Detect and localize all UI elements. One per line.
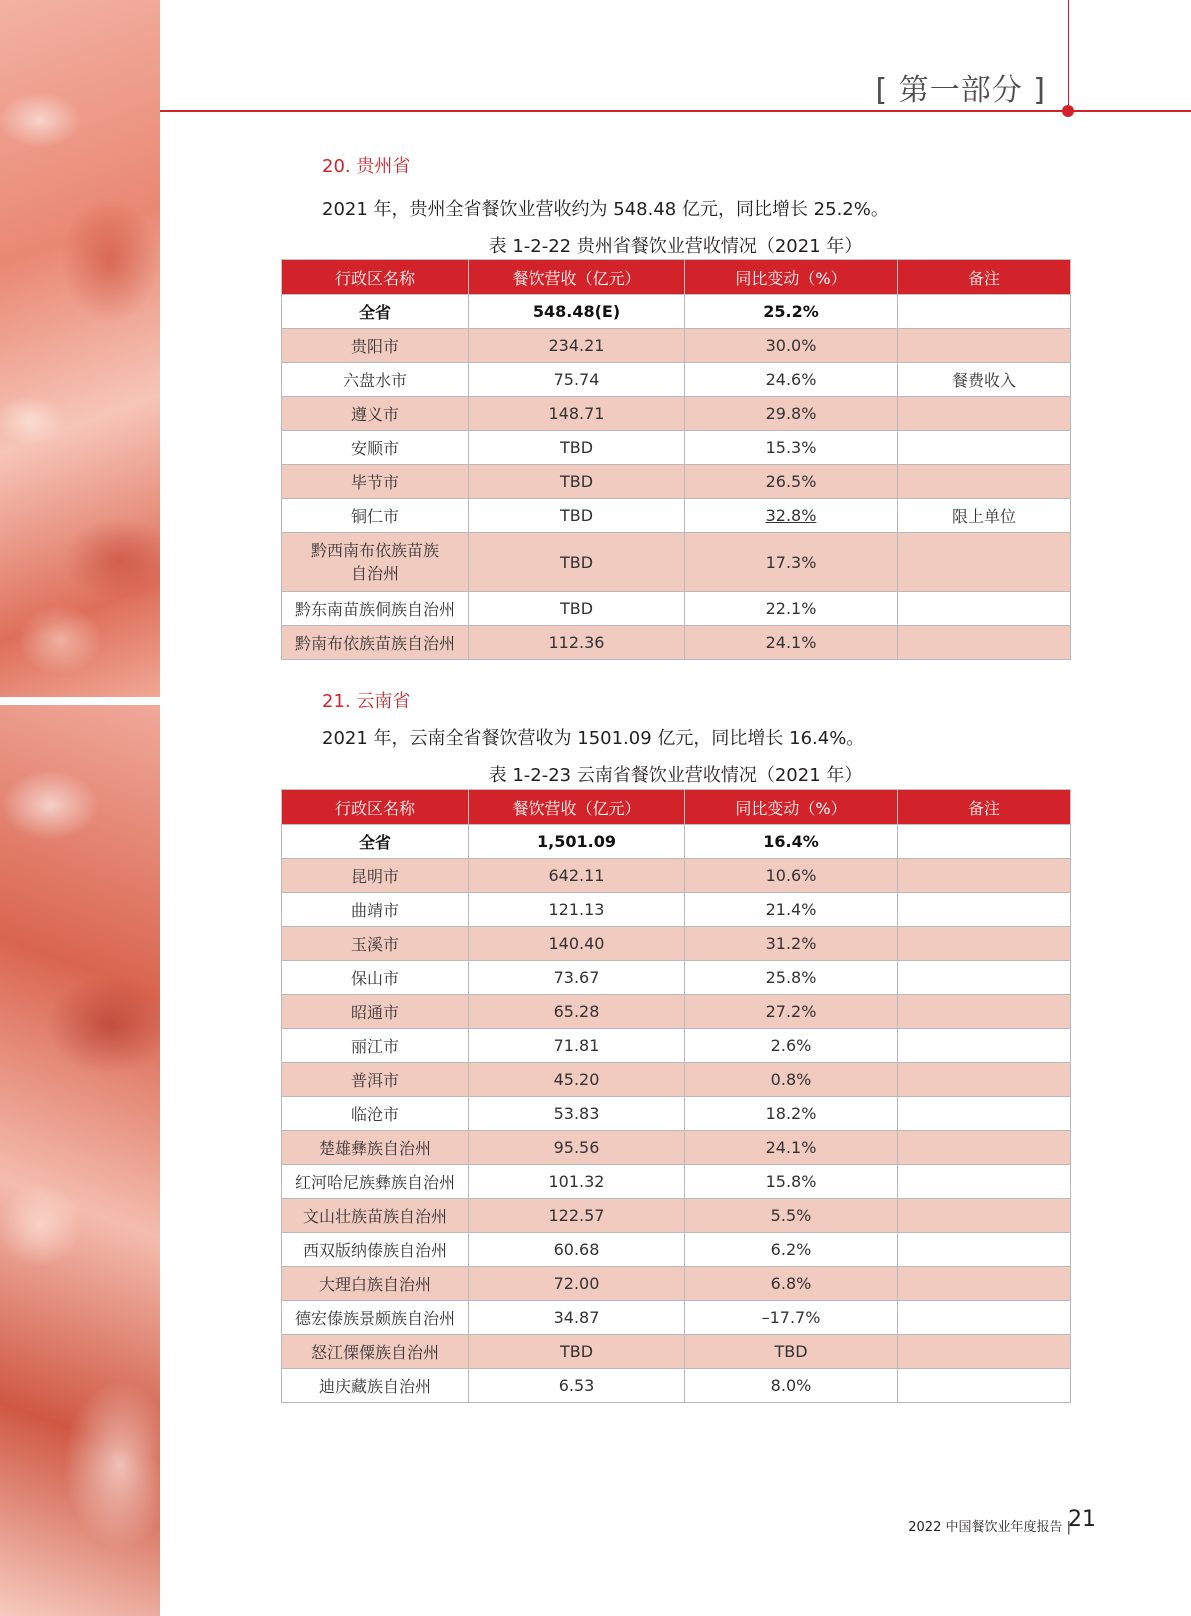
cell-change: 0.8%: [685, 1063, 898, 1097]
cell-note: [898, 893, 1071, 927]
cell-name: 贵阳市: [282, 329, 469, 363]
cell-change: TBD: [685, 1335, 898, 1369]
cell-name: 玉溪市: [282, 927, 469, 961]
cell-change: 24.1%: [685, 1131, 898, 1165]
cell-revenue: 95.56: [469, 1131, 685, 1165]
yunnan-table: [281, 789, 1071, 1403]
cell-note: 限上单位: [898, 499, 1071, 533]
header-vertical-rule: [1068, 0, 1069, 111]
cell-revenue: 34.87: [469, 1301, 685, 1335]
table-row: [282, 329, 1071, 363]
cell-note: [898, 1097, 1071, 1131]
decorative-photo-bottom: [0, 705, 160, 1616]
cell-note: [898, 533, 1071, 592]
cell-note: [898, 1063, 1071, 1097]
cell-revenue: 6.53: [469, 1369, 685, 1403]
cell-name: 楚雄彝族自治州: [282, 1131, 469, 1165]
cell-change: 8.0%: [685, 1369, 898, 1403]
table-row: [282, 1233, 1071, 1267]
table-row: [282, 533, 1071, 592]
table-row: [282, 1063, 1071, 1097]
cell-revenue: 101.32: [469, 1165, 685, 1199]
table-header-row: [282, 260, 1071, 295]
guizhou-summary: 2021 年，贵州全省餐饮业营收约为 548.48 亿元，同比增长 25.2%。: [322, 199, 889, 220]
cell-name: 大理白族自治州: [282, 1267, 469, 1301]
cell-name: 普洱市: [282, 1063, 469, 1097]
table-row: [282, 1301, 1071, 1335]
cell-name: 黔东南苗族侗族自治州: [282, 592, 469, 626]
table-row: [282, 1199, 1071, 1233]
cell-note: [898, 1301, 1071, 1335]
cell-revenue: 75.74: [469, 363, 685, 397]
column-header: 同比变动（%）: [685, 260, 898, 295]
cell-name: 曲靖市: [282, 893, 469, 927]
cell-note: [898, 995, 1071, 1029]
guizhou-table: [281, 259, 1071, 660]
cell-note: [898, 329, 1071, 363]
cell-name: 六盘水市: [282, 363, 469, 397]
cell-note: [898, 592, 1071, 626]
cell-name: 临沧市: [282, 1097, 469, 1131]
section-label: [ 第一部分 ]: [875, 73, 1046, 108]
cell-note: [898, 1369, 1071, 1403]
table-row: [282, 499, 1071, 533]
cell-note: [898, 1267, 1071, 1301]
header-horizontal-rule: [160, 110, 1191, 112]
table-row: [282, 1097, 1071, 1131]
table-row: [282, 825, 1071, 859]
cell-name: 西双版纳傣族自治州: [282, 1233, 469, 1267]
cell-revenue: 234.21: [469, 329, 685, 363]
yunnan-summary: 2021 年，云南全省餐饮营收为 1501.09 亿元，同比增长 16.4%。: [322, 728, 865, 749]
cell-revenue: 140.40: [469, 927, 685, 961]
cell-name: 黔南布依族苗族自治州: [282, 626, 469, 660]
cell-revenue: TBD: [469, 499, 685, 533]
table-row: [282, 397, 1071, 431]
cell-revenue: TBD: [469, 592, 685, 626]
cell-note: [898, 1131, 1071, 1165]
cell-change: 29.8%: [685, 397, 898, 431]
cell-change: 25.2%: [685, 295, 898, 329]
decorative-photo-top: [0, 0, 160, 697]
footer-report-title: 2022 中国餐饮业年度报告 |: [908, 1520, 1071, 1535]
table-row: [282, 995, 1071, 1029]
cell-name: 文山壮族苗族自治州: [282, 1199, 469, 1233]
table-row: [282, 1165, 1071, 1199]
cell-note: [898, 1335, 1071, 1369]
cell-change: 16.4%: [685, 825, 898, 859]
header-rule-dot: [1062, 105, 1074, 117]
cell-revenue: 45.20: [469, 1063, 685, 1097]
cell-revenue: TBD: [469, 431, 685, 465]
column-header: 同比变动（%）: [685, 790, 898, 825]
cell-note: [898, 1199, 1071, 1233]
cell-note: [898, 1233, 1071, 1267]
cell-note: [898, 1029, 1071, 1063]
table-row: [282, 859, 1071, 893]
column-header: 备注: [898, 790, 1071, 825]
cell-revenue: 53.83: [469, 1097, 685, 1131]
cell-name: 红河哈尼族彝族自治州: [282, 1165, 469, 1199]
table-row: [282, 626, 1071, 660]
cell-note: [898, 859, 1071, 893]
column-header: 餐饮营收（亿元）: [469, 260, 685, 295]
yunnan-heading: 21. 云南省: [322, 691, 411, 712]
cell-change: –17.7%: [685, 1301, 898, 1335]
column-header: 行政区名称: [282, 790, 469, 825]
cell-change: 6.2%: [685, 1233, 898, 1267]
cell-revenue: 121.13: [469, 893, 685, 927]
cell-revenue: 642.11: [469, 859, 685, 893]
cell-revenue: 73.67: [469, 961, 685, 995]
column-header: 行政区名称: [282, 260, 469, 295]
table-row: [282, 1131, 1071, 1165]
guizhou-heading: 20. 贵州省: [322, 156, 411, 177]
cell-revenue: 122.57: [469, 1199, 685, 1233]
cell-revenue: 1,501.09: [469, 825, 685, 859]
cell-name: 德宏傣族景颇族自治州: [282, 1301, 469, 1335]
cell-note: [898, 295, 1071, 329]
cell-change: 15.3%: [685, 431, 898, 465]
cell-name: 丽江市: [282, 1029, 469, 1063]
cell-name: 全省: [282, 825, 469, 859]
cell-change: 10.6%: [685, 859, 898, 893]
table-header-row: [282, 790, 1071, 825]
cell-name: 安顺市: [282, 431, 469, 465]
cell-change: 27.2%: [685, 995, 898, 1029]
page-number: 21: [1068, 1507, 1096, 1532]
table-row: [282, 893, 1071, 927]
cell-change: 32.8%: [685, 499, 898, 533]
cell-change: 26.5%: [685, 465, 898, 499]
cell-revenue: TBD: [469, 533, 685, 592]
table-row: [282, 961, 1071, 995]
table-row: [282, 927, 1071, 961]
cell-note: [898, 825, 1071, 859]
yunnan-table-caption: 表 1-2-23 云南省餐饮业营收情况（2021 年）: [488, 765, 863, 786]
table-row: [282, 592, 1071, 626]
table-row: [282, 465, 1071, 499]
cell-change: 5.5%: [685, 1199, 898, 1233]
cell-change: 24.1%: [685, 626, 898, 660]
cell-name: 全省: [282, 295, 469, 329]
cell-revenue: 112.36: [469, 626, 685, 660]
cell-note: [898, 1165, 1071, 1199]
table-row: [282, 431, 1071, 465]
cell-note: [898, 397, 1071, 431]
table-row: [282, 1369, 1071, 1403]
cell-change: 30.0%: [685, 329, 898, 363]
cell-revenue: 71.81: [469, 1029, 685, 1063]
cell-note: [898, 927, 1071, 961]
cell-note: 餐费收入: [898, 363, 1071, 397]
cell-revenue: 65.28: [469, 995, 685, 1029]
cell-change: 6.8%: [685, 1267, 898, 1301]
cell-change: 18.2%: [685, 1097, 898, 1131]
cell-revenue: TBD: [469, 465, 685, 499]
cell-name: 怒江傈僳族自治州: [282, 1335, 469, 1369]
cell-name: 昭通市: [282, 995, 469, 1029]
cell-revenue: TBD: [469, 1335, 685, 1369]
cell-revenue: 60.68: [469, 1233, 685, 1267]
cell-change: 31.2%: [685, 927, 898, 961]
guizhou-table-caption: 表 1-2-22 贵州省餐饮业营收情况（2021 年）: [488, 236, 863, 257]
cell-name: 铜仁市: [282, 499, 469, 533]
cell-name: 昆明市: [282, 859, 469, 893]
cell-change: 2.6%: [685, 1029, 898, 1063]
cell-revenue: 548.48(E): [469, 295, 685, 329]
cell-change: 22.1%: [685, 592, 898, 626]
cell-change: 15.8%: [685, 1165, 898, 1199]
cell-name: 黔西南布依族苗族 自治州: [282, 533, 469, 592]
cell-name: 遵义市: [282, 397, 469, 431]
cell-name: 毕节市: [282, 465, 469, 499]
cell-note: [898, 626, 1071, 660]
cell-revenue: 72.00: [469, 1267, 685, 1301]
cell-note: [898, 961, 1071, 995]
cell-change: 17.3%: [685, 533, 898, 592]
cell-note: [898, 431, 1071, 465]
table-row: [282, 1267, 1071, 1301]
table-row: [282, 295, 1071, 329]
cell-revenue: 148.71: [469, 397, 685, 431]
column-header: 餐饮营收（亿元）: [469, 790, 685, 825]
column-header: 备注: [898, 260, 1071, 295]
cell-name: 迪庆藏族自治州: [282, 1369, 469, 1403]
table-row: [282, 363, 1071, 397]
cell-note: [898, 465, 1071, 499]
table-row: [282, 1029, 1071, 1063]
table-row: [282, 1335, 1071, 1369]
cell-change: 25.8%: [685, 961, 898, 995]
cell-name: 保山市: [282, 961, 469, 995]
cell-change: 21.4%: [685, 893, 898, 927]
cell-change: 24.6%: [685, 363, 898, 397]
